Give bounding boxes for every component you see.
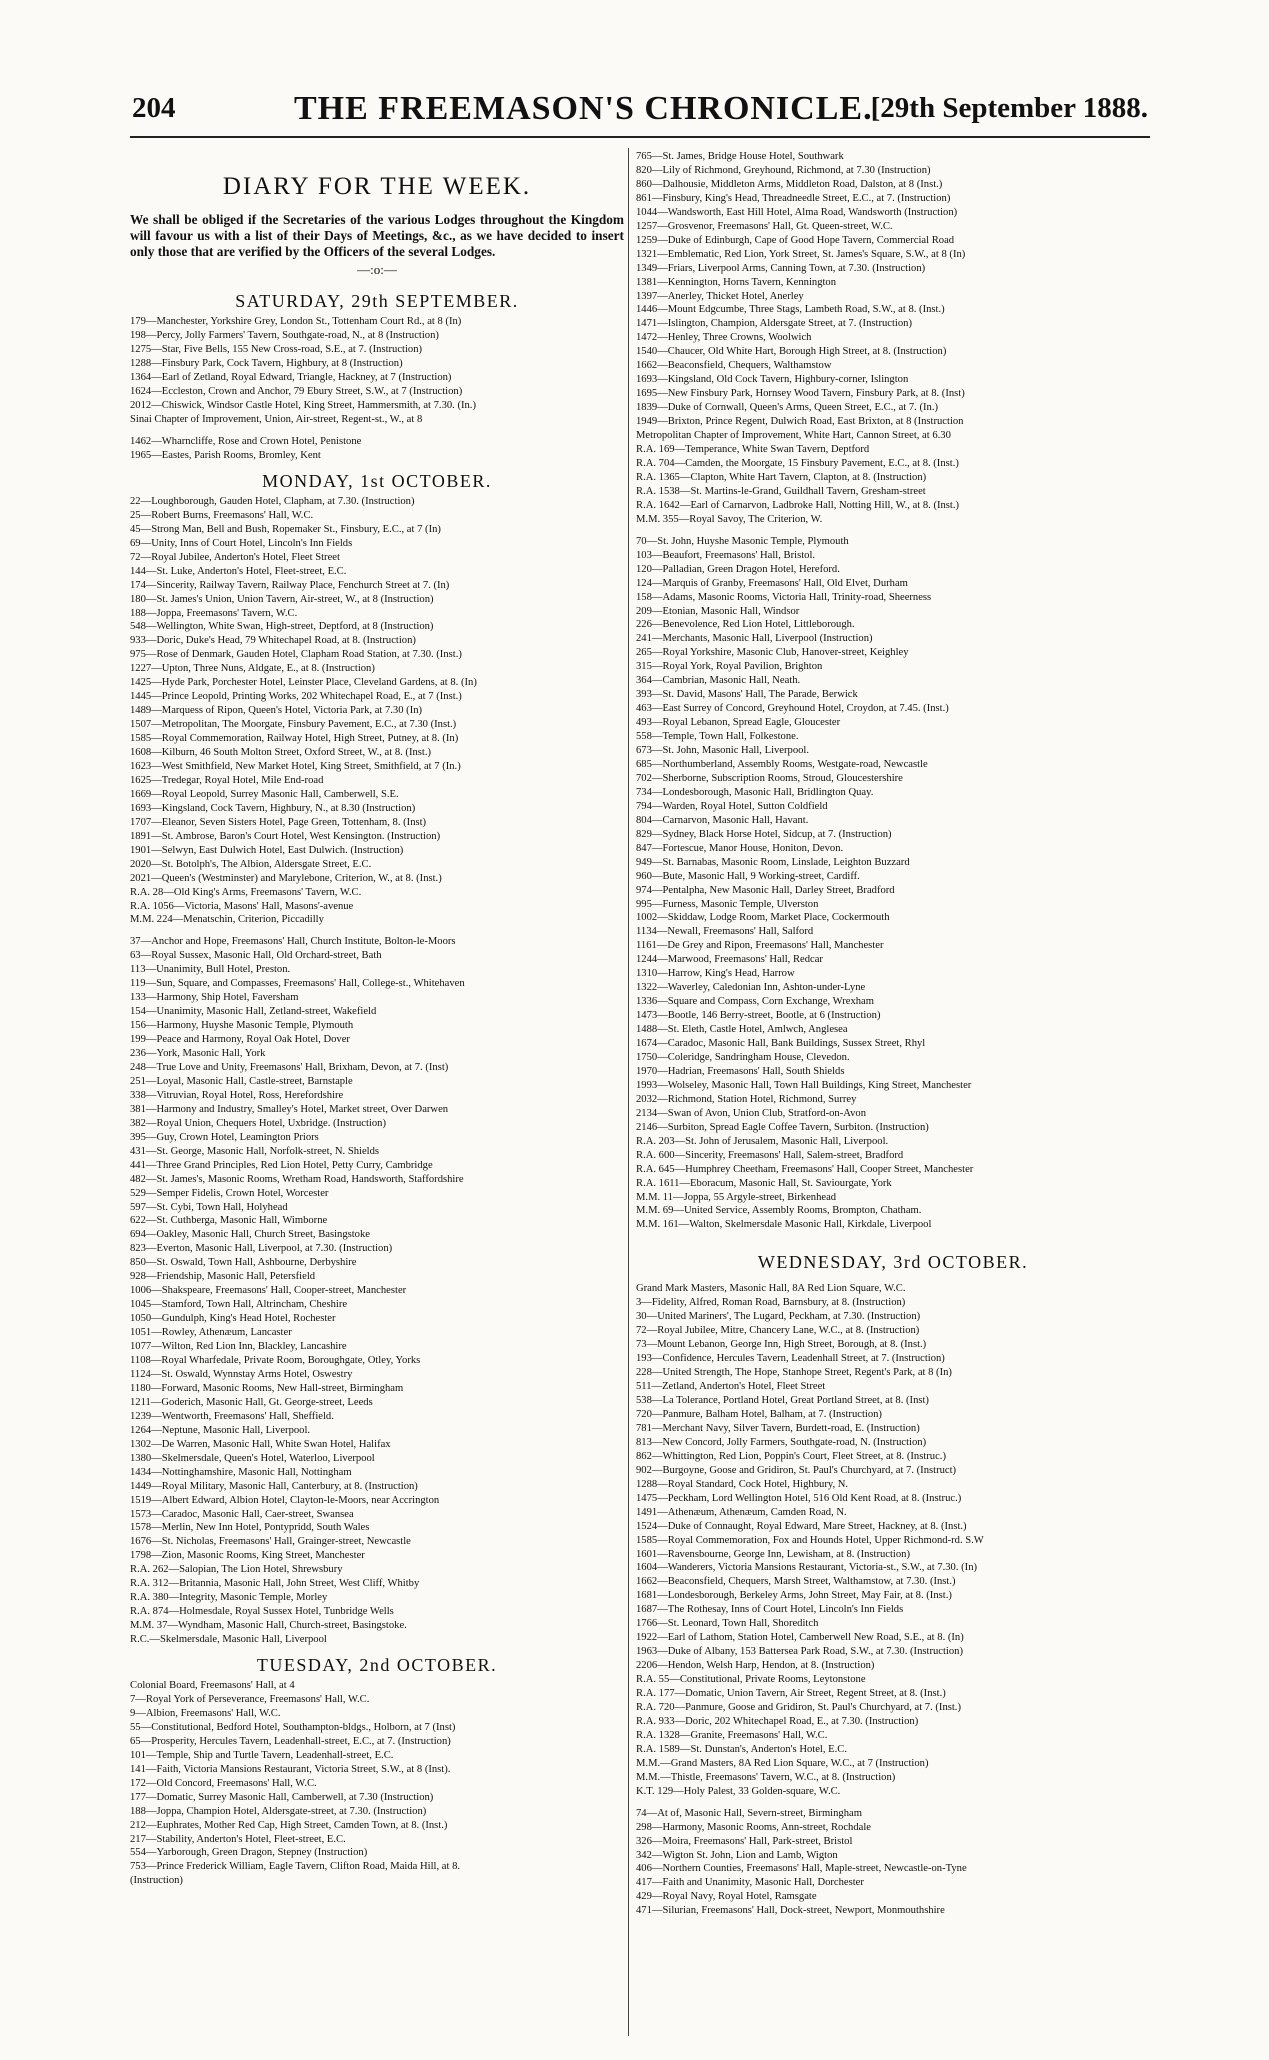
- diary-entry: 928—Friendship, Masonic Hall, Petersfield: [130, 1271, 316, 1283]
- diary-entry: R.A. 1328—Granite, Freemasons' Hall, W.C.: [636, 1729, 828, 1741]
- diary-entry: 1227—Upton, Three Nuns, Aldgate, E., at 8. (Instruction): [130, 663, 375, 675]
- diary-entry: 1349—Friars, Liverpool Arms, Canning Town, at 7.30. (Instruction): [636, 262, 926, 274]
- diary-entry: 193—Confidence, Hercules Tavern, Leadenhall Street, at 7. (Instruction): [636, 1353, 945, 1365]
- diary-entry: 850—St. Oswald, Town Hall, Ashbourne, Derbyshire: [130, 1257, 357, 1269]
- diary-entry: 65—Prosperity, Hercules Tavern, Leadenhall-street, E.C., at 7. (Instruction): [130, 1735, 451, 1747]
- diary-entry: 72—Royal Jubilee, Mitre, Chancery Lane, W.C., at 8. (Instruction): [636, 1325, 920, 1337]
- diary-entry: K.T. 129—Holy Palest, 33 Golden-square, W.C.: [636, 1785, 841, 1797]
- diary-entry: 74—At of, Masonic Hall, Severn-street, Birmingham: [636, 1807, 862, 1819]
- diary-entry: 1676—St. Nicholas, Freemasons' Hall, Grainger-street, Newcastle: [130, 1536, 411, 1548]
- diary-entry: M.M.—Thistle, Freemasons' Tavern, W.C., at 8. (Instruction): [636, 1771, 896, 1783]
- diary-entry: 326—Moira, Freemasons' Hall, Park-street, Bristol: [636, 1835, 853, 1847]
- right-column: [636, 150, 1150, 1918]
- diary-entry: 251—Loyal, Masonic Hall, Castle-street, Barnstaple: [130, 1075, 353, 1087]
- diary-entry: 765—St. James, Bridge House Hotel, Southwark: [636, 151, 844, 162]
- diary-entry: 538—La Tolerance, Portland Hotel, Great Portland Street, at 8. (Inst): [636, 1395, 929, 1407]
- diary-entry: 209—Etonian, Masonic Hall, Windsor: [636, 605, 800, 617]
- diary-entry: 381—Harmony and Industry, Smalley's Hotel, Market street, Over Darwen: [130, 1103, 449, 1115]
- diary-entry: 1693—Kingsland, Old Cock Tavern, Highbury-corner, Islington: [636, 374, 909, 386]
- diary-entry: 753—Prince Frederick William, Eagle Tavern, Clifton Road, Maida Hill, at 8.: [130, 1861, 461, 1873]
- diary-entry: 431—St. George, Masonic Hall, Norfolk-street, N. Shields: [130, 1145, 380, 1157]
- diary-entry: 1134—Newall, Freemasons' Hall, Salford: [636, 926, 814, 938]
- diary-entry: 119—Sun, Square, and Compasses, Freemasons' Hall, College-st., Whitehaven: [130, 978, 465, 990]
- diary-entry: 198—Percy, Jolly Farmers' Tavern, Southgate-road, N., at 8 (Instruction): [130, 330, 439, 342]
- diary-entry: 861—Finsbury, King's Head, Threadneedle Street, E.C., at 7. (Instruction): [636, 192, 951, 204]
- diary-entry: 1625—Tredegar, Royal Hotel, Mile End-road: [130, 774, 324, 786]
- diary-entry: 382—Royal Union, Chequers Hotel, Uxbridge. (Instruction): [130, 1117, 386, 1129]
- diary-entry: R.A. 1538—St. Martins-le-Grand, Guildhall Tavern, Gresham-street: [636, 485, 926, 497]
- diary-entry: 1922—Earl of Lathom, Station Hotel, Camberwell New Road, S.E., at 8. (In): [636, 1632, 964, 1644]
- diary-entry: 1381—Kennington, Horns Tavern, Kennington: [636, 276, 837, 288]
- diary-entry: 1445—Prince Leopold, Printing Works, 202 Whitechapel Road, E., at 7 (Inst.): [130, 691, 462, 703]
- diary-entry: 622—St. Cuthberga, Masonic Hall, Wimborne: [130, 1215, 328, 1227]
- diary-entry: 1798—Zion, Masonic Rooms, King Street, Manchester: [130, 1550, 365, 1562]
- diary-entry: 393—St. David, Masons' Hall, The Parade, Berwick: [636, 689, 858, 701]
- diary-entry: 554—Yarborough, Green Dragon, Stepney (Instruction): [130, 1847, 368, 1859]
- diary-entry: 1901—Selwyn, East Dulwich Hotel, East Dulwich. (Instruction): [130, 844, 404, 856]
- diary-entry: 236—York, Masonic Hall, York: [130, 1048, 266, 1060]
- diary-entry: 949—St. Barnabas, Masonic Room, Linslade, Leighton Buzzard: [636, 856, 910, 868]
- diary-entry: 1180—Forward, Masonic Rooms, New Hall-street, Birmingham: [130, 1382, 404, 1394]
- diary-entry: R.A. 169—Temperance, White Swan Tavern, Deptford: [636, 444, 870, 456]
- diary-entry: 1472—Henley, Three Crowns, Woolwich: [636, 332, 812, 344]
- diary-entry: 70—St. John, Huyshe Masonic Temple, Plymouth: [636, 535, 849, 547]
- diary-entry: R.A. 380—Integrity, Masonic Temple, Morley: [130, 1592, 328, 1604]
- diary-entry: 1624—Eccleston, Crown and Anchor, 79 Ebury Street, S.W., at 7 (Instruction): [130, 386, 463, 398]
- diary-entry: 158—Adams, Masonic Rooms, Victoria Hall, Trinity-road, Sheerness: [636, 591, 932, 603]
- diary-entry: 1604—Wanderers, Victoria Mansions Restaurant, Victoria-st., S.W., at 7.30. (In): [636, 1562, 978, 1574]
- diary-entry: 1051—Rowley, Athenæum, Lancaster: [130, 1327, 292, 1339]
- diary-entry: 1302—De Warren, Masonic Hall, White Swan Hotel, Halifax: [130, 1438, 391, 1450]
- diary-entry: 482—St. James's, Masonic Rooms, Wretham Road, Handsworth, Staffordshire: [130, 1173, 464, 1185]
- diary-entry: 1662—Beaconsfield, Chequers, Marsh Street, Walthamstow, at 7.30. (Inst.): [636, 1576, 956, 1588]
- diary-entry: 1002—Skiddaw, Lodge Room, Market Place, Cockermouth: [636, 912, 890, 924]
- header-rule: [130, 136, 1150, 138]
- diary-entry: 199—Peace and Harmony, Royal Oak Hotel, Dover: [130, 1034, 350, 1046]
- diary-entry: 2134—Swan of Avon, Union Club, Stratford-on-Avon: [636, 1107, 867, 1119]
- diary-entry: 180—St. James's Union, Union Tavern, Air-street, W., at 8 (Instruction): [130, 593, 434, 605]
- diary-entry: M.M. 355—Royal Savoy, The Criterion, W.: [636, 513, 823, 525]
- diary-entry: 120—Palladian, Green Dragon Hotel, Hereford.: [636, 563, 840, 575]
- diary-entry: 2012—Chiswick, Windsor Castle Hotel, King Street, Hammersmith, at 7.30. (In.): [130, 400, 476, 412]
- diary-entry: 2021—Queen's (Westminster) and Marylebone, Criterion, W., at 8. (Inst.): [130, 872, 442, 884]
- diary-entry: 2020—St. Botolph's, The Albion, Aldersgate Street, E.C.: [130, 858, 372, 870]
- diary-entry: 338—Vitruvian, Royal Hotel, Ross, Herefordshire: [130, 1089, 344, 1101]
- diary-entry: 720—Panmure, Balham Hotel, Balham, at 7. (Instruction): [636, 1408, 882, 1420]
- diary-entry: 860—Dalhousie, Middleton Arms, Middleton Road, Dalston, at 8 (Inst.): [636, 178, 943, 190]
- diary-entry: Grand Mark Masters, Masonic Hall, 8A Red Lion Square, W.C.: [636, 1283, 906, 1295]
- diary-entry: 813—New Concord, Jolly Farmers, Southgate-road, N. (Instruction): [636, 1436, 927, 1448]
- diary-entry: 144—St. Luke, Anderton's Hotel, Fleet-street, E.C.: [130, 565, 347, 577]
- diary-entry: 1963—Duke of Albany, 153 Battersea Park Road, S.W., at 7.30. (Instruction): [636, 1646, 963, 1658]
- diary-entry: 1519—Albert Edward, Albion Hotel, Clayton-le-Moors, near Accrington: [130, 1494, 440, 1506]
- diary-entry: 1161—De Grey and Ripon, Freemasons' Hall, Manchester: [636, 940, 884, 952]
- diary-entry: 174—Sincerity, Railway Tavern, Railway Place, Fenchurch Street at 7. (In): [130, 579, 450, 591]
- diary-entry: R.A. 1056—Victoria, Masons' Hall, Masons'-avenue: [130, 900, 354, 912]
- column-divider: [628, 148, 629, 2036]
- diary-entry: 823—Everton, Masonic Hall, Liverpool, at 7.30. (Instruction): [130, 1243, 393, 1255]
- diary-entry: 315—Royal York, Royal Pavilion, Brighton: [636, 661, 823, 673]
- diary-entry: 1488—St. Eleth, Castle Hotel, Amlwch, Anglesea: [636, 1024, 848, 1036]
- diary-entry: 673—St. John, Masonic Hall, Liverpool.: [636, 745, 810, 757]
- diary-entry: 2032—Richmond, Station Hotel, Richmond, Surrey: [636, 1093, 857, 1105]
- diary-entry: 73—Mount Lebanon, George Inn, High Street, Borough, at 8. (Inst.): [636, 1339, 927, 1351]
- diary-entry: 1288—Finsbury Park, Cock Tavern, Highbury, at 8 (Instruction): [130, 358, 403, 370]
- diary-entry: M.M. 224—Menatschin, Criterion, Piccadilly: [130, 914, 324, 926]
- diary-entry: 1288—Royal Standard, Cock Hotel, Highbury, N.: [636, 1478, 849, 1490]
- diary-entry: 228—United Strength, The Hope, Stanhope Street, Regent's Park, at 8 (In): [636, 1367, 952, 1379]
- diary-entry: 265—Royal Yorkshire, Masonic Club, Hanover-street, Keighley: [636, 647, 909, 659]
- diary-entry: 3—Fidelity, Alfred, Roman Road, Barnsbury, at 8. (Instruction): [636, 1297, 906, 1309]
- diary-entry: 212—Euphrates, Mother Red Cap, High Street, Camden Town, at 8. (Inst.): [130, 1819, 448, 1831]
- diary-entry: 1336—Square and Compass, Corn Exchange, Wrexham: [636, 996, 874, 1008]
- diary-entry: 529—Semper Fidelis, Crown Hotel, Worcester: [130, 1187, 329, 1199]
- diary-entry: 1475—Peckham, Lord Wellington Hotel, 516 Old Kent Road, at 8. (Instruc.): [636, 1492, 962, 1504]
- diary-entry: 1434—Nottinghamshire, Masonic Hall, Nottingham: [130, 1466, 352, 1478]
- diary-entry: 1044—Wandsworth, East Hill Hotel, Alma Road, Wandsworth (Instruction): [636, 206, 958, 218]
- day-heading-tuesday: TUESDAY, 2nd OCTOBER.: [256, 1655, 498, 1676]
- diary-entry: R.A. 720—Panmure, Goose and Gridiron, St. Paul's Churchyard, at 7. (Inst.): [636, 1701, 961, 1713]
- ornament-divider: —:o:—: [357, 262, 397, 278]
- diary-entry: 1006—Shakspeare, Freemasons' Hall, Cooper-street, Manchester: [130, 1285, 407, 1297]
- diary-entry: 364—Cambrian, Masonic Hall, Neath.: [636, 675, 801, 687]
- diary-entry: 794—Warden, Royal Hotel, Sutton Coldfield: [636, 800, 828, 812]
- wednesday-list: [636, 1282, 1150, 1798]
- diary-entry: 933—Doric, Duke's Head, 79 Whitechapel Road, at 8. (Instruction): [130, 635, 416, 647]
- diary-entry: M.M. 37—Wyndham, Masonic Hall, Church-street, Basingstoke.: [130, 1620, 407, 1632]
- paper-title: THE FREEMASON'S CHRONICLE.: [294, 90, 873, 127]
- diary-entry: R.A. 203—St. John of Jerusalem, Masonic Hall, Liverpool.: [636, 1135, 889, 1147]
- diary-entry: 1239—Wentworth, Freemasons' Hall, Sheffield.: [130, 1410, 334, 1422]
- diary-entry: M.M. 11—Joppa, 55 Argyle-street, Birkenhead: [636, 1191, 837, 1203]
- diary-entry: 1322—Waverley, Caledonian Inn, Ashton-under-Lyne: [636, 982, 866, 994]
- tuesday-list-continued: [636, 150, 1150, 527]
- day-heading-wednesday: WEDNESDAY, 3rd OCTOBER.: [757, 1252, 1029, 1273]
- diary-entry: 1264—Neptune, Masonic Hall, Liverpool.: [130, 1424, 311, 1436]
- diary-entry: 1662—Beaconsfield, Chequers, Walthamstow: [636, 360, 832, 372]
- diary-entry: 1601—Ravensbourne, George Inn, Lewisham, at 8. (Instruction): [636, 1548, 910, 1560]
- diary-entry: 1687—The Rothesay, Inns of Court Hotel, Lincoln's Inn Fields: [636, 1604, 904, 1616]
- diary-entry: R.A. 1642—Earl of Carnarvon, Ladbroke Hall, Notting Hill, W., at 8. (Inst.): [636, 499, 960, 511]
- diary-entry: R.A. 262—Salopian, The Lion Hotel, Shrewsbury: [130, 1564, 343, 1576]
- diary-entry: 429—Royal Navy, Royal Hotel, Ramsgate: [636, 1891, 817, 1903]
- diary-entry: 1965—Eastes, Parish Rooms, Bromley, Kent: [130, 449, 321, 461]
- diary-entry: 1707—Eleanor, Seven Sisters Hotel, Page Green, Tottenham, 8. (Inst): [130, 816, 427, 828]
- diary-entry: 960—Bute, Masonic Hall, 9 Working-street, Cardiff.: [636, 870, 860, 882]
- diary-entry: 734—Londesborough, Masonic Hall, Bridlington Quay.: [636, 786, 874, 798]
- diary-entry: M.M. 161—Walton, Skelmersdale Masonic Hall, Kirkdale, Liverpool: [636, 1219, 932, 1231]
- diary-entry: 63—Royal Sussex, Masonic Hall, Old Orchard-street, Bath: [130, 950, 382, 962]
- diary-entry: 1839—Duke of Cornwall, Queen's Arms, Queen Street, E.C., at 7. (In.): [636, 402, 939, 414]
- diary-entry: 179—Manchester, Yorkshire Grey, London St., Tottenham Court Rd., at 8 (In): [130, 316, 462, 328]
- diary-entry: 1891—St. Ambrose, Baron's Court Hotel, West Kensington. (Instruction): [130, 830, 441, 842]
- monday-country-list: [130, 935, 624, 1647]
- diary-entry: 1949—Brixton, Prince Regent, Dulwich Road, East Brixton, at 8 (Instruction: [636, 416, 964, 428]
- diary-entry: 406—Northern Counties, Freemasons' Hall, Maple-street, Newcastle-on-Tyne: [636, 1863, 967, 1875]
- left-column: [130, 150, 624, 1888]
- diary-entry: Colonial Board, Freemasons' Hall, at 4: [130, 1680, 295, 1692]
- diary-entry: 781—Merchant Navy, Silver Tavern, Burdett-road, E. (Instruction): [636, 1422, 920, 1434]
- tuesday-list: [130, 1679, 624, 1888]
- diary-entry: 1507—Metropolitan, The Moorgate, Finsbury Pavement, E.C., at 7.30 (Inst.): [130, 719, 457, 731]
- diary-entry: 804—Carnarvon, Masonic Hall, Havant.: [636, 814, 809, 826]
- diary-entry: 1077—Wilton, Red Lion Inn, Blackley, Lancashire: [130, 1341, 347, 1353]
- diary-entry: 1211—Goderich, Masonic Hall, Gt. George-street, Leeds: [130, 1396, 373, 1408]
- diary-entry: 9—Albion, Freemasons' Hall, W.C.: [130, 1707, 281, 1719]
- diary-entry: 2146—Surbiton, Spread Eagle Coffee Tavern, Surbiton. (Instruction): [636, 1121, 929, 1133]
- diary-title: DIARY FOR THE WEEK.: [222, 173, 532, 200]
- monday-list: [130, 495, 624, 928]
- diary-entry: R.A. 933—Doric, 202 Whitechapel Road, E., at 7.30. (Instruction): [636, 1715, 919, 1727]
- diary-entry: R.A. 1365—Clapton, White Hart Tavern, Clapton, at 8. (Instruction): [636, 471, 927, 483]
- diary-entry: 1623—West Smithfield, New Market Hotel, King Street, Smithfield, at 7 (In.): [130, 760, 461, 772]
- diary-entry: 441—Three Grand Principles, Red Lion Hotel, Petty Curry, Cambridge: [130, 1159, 433, 1171]
- diary-entry: 1275—Star, Five Bells, 155 New Cross-road, S.E., at 7. (Instruction): [130, 344, 423, 356]
- diary-entry: 1585—Royal Commemoration, Railway Hotel, High Street, Putney, at 8. (In): [130, 733, 459, 745]
- diary-entry: 597—St. Cybi, Town Hall, Holyhead: [130, 1201, 288, 1213]
- diary-entry: 548—Wellington, White Swan, High-street, Deptford, at 8 (Instruction): [130, 621, 434, 633]
- diary-entry: 2206—Hendon, Welsh Harp, Hendon, at 8. (Instruction): [636, 1660, 875, 1672]
- diary-entry: 1425—Hyde Park, Porchester Hotel, Leinster Place, Cleveland Gardens, at 8. (In): [130, 677, 477, 689]
- diary-entry: R.A. 312—Britannia, Masonic Hall, John Street, West Cliff, Whitby: [130, 1578, 420, 1590]
- diary-entry: 829—Sydney, Black Horse Hotel, Sidcup, at 7. (Instruction): [636, 828, 892, 840]
- diary-entry: 25—Robert Burns, Freemasons' Hall, W.C.: [130, 509, 314, 521]
- diary-entry: 1108—Royal Wharfedale, Private Room, Boroughgate, Otley, Yorks: [130, 1355, 421, 1367]
- diary-entry: 101—Temple, Ship and Turtle Tavern, Leadenhall-street, E.C.: [130, 1749, 394, 1761]
- diary-entry: 1449—Royal Military, Masonic Hall, Canterbury, at 8. (Instruction): [130, 1480, 418, 1492]
- diary-entry: 177—Domatic, Surrey Masonic Hall, Camberwell, at 7.30 (Instruction): [130, 1791, 434, 1803]
- diary-entry: 395—Guy, Crown Hotel, Leamington Priors: [130, 1131, 319, 1143]
- diary-entry: 558—Temple, Town Hall, Folkestone.: [636, 731, 799, 743]
- diary-entry: Metropolitan Chapter of Improvement, White Hart, Cannon Street, at 6.30: [636, 430, 951, 442]
- diary-entry: 37—Anchor and Hope, Freemasons' Hall, Church Institute, Bolton-le-Moors: [130, 936, 456, 948]
- page-number: 204: [132, 92, 176, 124]
- diary-entry: 1462—Wharncliffe, Rose and Crown Hotel, Penistone: [130, 435, 362, 447]
- diary-entry: R.A. 1611—Eboracum, Masonic Hall, St. Saviourgate, York: [636, 1177, 892, 1189]
- diary-entry: R.A. 645—Humphrey Cheetham, Freemasons' Hall, Cooper Street, Manchester: [636, 1163, 974, 1175]
- diary-entry: 511—Zetland, Anderton's Hotel, Fleet Street: [636, 1381, 826, 1393]
- diary-entry: 1993—Wolseley, Masonic Hall, Town Hall Buildings, King Street, Manchester: [636, 1079, 972, 1091]
- diary-entry: 1750—Coleridge, Sandringham House, Clevedon.: [636, 1052, 850, 1063]
- diary-entry: 55—Constitutional, Bedford Hotel, Southampton-bldgs., Holborn, at 7 (Inst): [130, 1721, 456, 1733]
- diary-entry: 493—Royal Lebanon, Spread Eagle, Gloucester: [636, 717, 841, 729]
- diary-entry: 862—Whittington, Red Lion, Poppin's Court, Fleet Street, at 8. (Instruc.): [636, 1450, 946, 1462]
- diary-entry: 1573—Caradoc, Masonic Hall, Caer-street, Swansea: [130, 1508, 354, 1520]
- diary-entry: R.A. 55—Constitutional, Private Rooms, Leytonstone: [636, 1674, 866, 1686]
- masthead: [132, 92, 1148, 132]
- tuesday-country-list: [636, 535, 1150, 1233]
- saturday-list: [130, 315, 624, 427]
- diary-entry: 1693—Kingsland, Cock Tavern, Highbury, N., at 8.30 (Instruction): [130, 802, 416, 814]
- diary-entry: 685—Northumberland, Assembly Rooms, Westgate-road, Newcastle: [636, 758, 928, 770]
- diary-entry: 217—Stability, Anderton's Hotel, Fleet-street, E.C.: [130, 1833, 346, 1845]
- diary-entry: 248—True Love and Unity, Freemasons' Hall, Brixham, Devon, at 7. (Inst): [130, 1062, 449, 1073]
- diary-entry: 463—East Surrey of Concord, Greyhound Hotel, Croydon, at 7.45. (Inst.): [636, 703, 949, 715]
- diary-entry: 154—Unanimity, Masonic Hall, Zetland-street, Wakefield: [130, 1006, 377, 1018]
- diary-entry: 45—Strong Man, Bell and Bush, Ropemaker St., Finsbury, E.C., at 7 (In): [130, 523, 441, 535]
- diary-entry: 702—Sherborne, Subscription Rooms, Stroud, Gloucestershire: [636, 772, 903, 784]
- diary-entry: 1970—Hadrian, Freemasons' Hall, South Shields: [636, 1065, 845, 1077]
- diary-entry: 342—Wigton St. John, Lion and Lamb, Wigton: [636, 1849, 838, 1861]
- diary-entry: 820—Lily of Richmond, Greyhound, Richmond, at 7.30 (Instruction): [636, 164, 931, 176]
- diary-entry: 1045—Stamford, Town Hall, Altrincham, Cheshire: [130, 1299, 348, 1311]
- diary-entry: 1608—Kilburn, 46 South Molton Street, Oxford Street, W., at 8. (Inst.): [130, 747, 432, 759]
- saturday-country-list: [130, 435, 624, 463]
- diary-entry: 1124—St. Oswald, Wynnstay Arms Hotel, Oswestry: [130, 1368, 353, 1380]
- diary-entry: 1473—Bootle, 146 Berry-street, Bootle, at 6 (Instruction): [636, 1010, 881, 1022]
- diary-entry: R.A. 1589—St. Dunstan's, Anderton's Hotel, E.C.: [636, 1743, 847, 1755]
- diary-entry: 1669—Royal Leopold, Surrey Masonic Hall, Camberwell, S.E.: [130, 788, 399, 800]
- diary-entry: R.A. 28—Old King's Arms, Freemasons' Tavern, W.C.: [130, 886, 362, 898]
- diary-entry: (Instruction): [130, 1875, 183, 1887]
- diary-entry: R.A. 704—Camden, the Moorgate, 15 Finsbury Pavement, E.C., at 8. (Inst.): [636, 457, 959, 469]
- diary-entry: 471—Silurian, Freemasons' Hall, Dock-street, Newport, Monmouthshire: [636, 1905, 945, 1917]
- diary-entry: 69—Unity, Inns of Court Hotel, Lincoln's Inn Fields: [130, 537, 353, 549]
- diary-entry: M.M. 69—United Service, Assembly Rooms, Brompton, Chatham.: [636, 1205, 922, 1217]
- diary-entry: 72—Royal Jubilee, Anderton's Hotel, Fleet Street: [130, 551, 340, 563]
- diary-entry: 1244—Marwood, Freemasons' Hall, Redcar: [636, 954, 823, 966]
- diary-entry: 1524—Duke of Connaught, Royal Edward, Mare Street, Hackney, at 8. (Inst.): [636, 1520, 967, 1532]
- diary-entry: R.A. 177—Domatic, Union Tavern, Air Street, Regent Street, at 8. (Inst.): [636, 1688, 946, 1700]
- diary-entry: 1259—Duke of Edinburgh, Cape of Good Hope Tavern, Commercial Road: [636, 234, 955, 246]
- diary-entry: 1310—Harrow, King's Head, Harrow: [636, 968, 795, 980]
- diary-entry: Sinai Chapter of Improvement, Union, Air-street, Regent-st., W., at 8: [130, 414, 423, 426]
- diary-entry: 141—Faith, Victoria Mansions Restaurant, Victoria Street, S.W., at 8 (Inst).: [130, 1763, 451, 1775]
- diary-entry: 1321—Emblematic, Red Lion, York Street, St. James's Square, S.W., at 8 (In): [636, 248, 966, 260]
- diary-entry: R.A. 874—Holmesdale, Royal Sussex Hotel, Tunbridge Wells: [130, 1606, 394, 1618]
- diary-entry: 975—Rose of Denmark, Gauden Hotel, Clapham Road Station, at 7.30. (Inst.): [130, 649, 462, 661]
- diary-entry: 1695—New Finsbury Park, Hornsey Wood Tavern, Finsbury Park, at 8. (Inst): [636, 388, 965, 400]
- diary-entry: 188—Joppa, Champion Hotel, Aldersgate-street, at 7.30. (Instruction): [130, 1805, 427, 1817]
- diary-entry: 1364—Earl of Zetland, Royal Edward, Triangle, Hackney, at 7 (Instruction): [130, 372, 452, 384]
- diary-entry: 694—Oakley, Masonic Hall, Church Street, Basingstoke: [130, 1229, 370, 1241]
- diary-entry: 974—Pentalpha, New Masonic Hall, Darley Street, Bradford: [636, 884, 895, 896]
- issue-date: [29th September 1888.: [870, 92, 1148, 124]
- diary-intro: We shall be obliged if the Secretaries of the various Lodges throughout the Kingdom will favour us with a list of their Days of Meetings, &c., as we have decided to insert only those that are verified by the Officers of the several Lodges.: [130, 212, 624, 259]
- diary-entry: M.M.—Grand Masters, 8A Red Lion Square, W.C., at 7 (Instruction): [636, 1757, 929, 1769]
- diary-entry: 30—United Mariners', The Lugard, Peckham, at 7.30. (Instruction): [636, 1311, 921, 1323]
- diary-entry: 1540—Chaucer, Old White Hart, Borough High Street, at 8. (Instruction): [636, 346, 947, 358]
- diary-entry: 1585—Royal Commemoration, Fox and Hounds Hotel, Upper Richmond-rd. S.W: [636, 1534, 984, 1546]
- diary-entry: 7—Royal York of Perseverance, Freemasons' Hall, W.C.: [130, 1693, 370, 1705]
- diary-entry: 1471—Islington, Champion, Aldersgate Street, at 7. (Instruction): [636, 318, 912, 330]
- diary-entry: 1489—Marquess of Ripon, Queen's Hotel, Victoria Park, at 7.30 (In): [130, 705, 423, 717]
- diary-entry: 22—Loughborough, Gauden Hotel, Clapham, at 7.30. (Instruction): [130, 495, 415, 507]
- diary-entry: 1050—Gundulph, King's Head Hotel, Rochester: [130, 1313, 336, 1325]
- diary-entry: 113—Unanimity, Bull Hotel, Preston.: [130, 964, 291, 976]
- diary-entry: 124—Marquis of Granby, Freemasons' Hall, Old Elvet, Durham: [636, 577, 908, 589]
- diary-entry: 133—Harmony, Ship Hotel, Faversham: [130, 992, 299, 1004]
- day-heading-saturday: SATURDAY, 29th SEPTEMBER.: [235, 291, 519, 312]
- diary-entry: 902—Burgoyne, Goose and Gridiron, St. Paul's Churchyard, at 7. (Instruct): [636, 1464, 957, 1476]
- diary-entry: 1674—Caradoc, Masonic Hall, Bank Buildings, Sussex Street, Rhyl: [636, 1038, 926, 1050]
- diary-entry: 1380—Skelmersdale, Queen's Hotel, Waterloo, Liverpool: [130, 1452, 375, 1464]
- diary-entry: 156—Harmony, Huyshe Masonic Temple, Plymouth: [130, 1020, 354, 1032]
- diary-entry: 298—Harmony, Masonic Rooms, Ann-street, Rochdale: [636, 1821, 871, 1833]
- diary-entry: 172—Old Concord, Freemasons' Hall, W.C.: [130, 1777, 317, 1789]
- day-heading-monday: MONDAY, 1st OCTOBER.: [262, 470, 492, 491]
- diary-entry: 103—Beaufort, Freemasons' Hall, Bristol.: [636, 549, 816, 561]
- diary-entry: 1257—Grosvenor, Freemasons' Hall, Gt. Queen-street, W.C.: [636, 220, 893, 232]
- diary-entry: R.C.—Skelmersdale, Masonic Hall, Liverpool: [130, 1634, 327, 1646]
- diary-entry: 241—Merchants, Masonic Hall, Liverpool (Instruction): [636, 633, 873, 645]
- diary-entry: R.A. 600—Sincerity, Freemasons' Hall, Salem-street, Bradford: [636, 1149, 904, 1161]
- diary-entry: 188—Joppa, Freemasons' Tavern, W.C.: [130, 607, 298, 619]
- diary-entry: 847—Fortescue, Manor House, Honiton, Devon.: [636, 842, 844, 854]
- diary-entry: 226—Benevolence, Red Lion Hotel, Littleborough.: [636, 619, 855, 631]
- diary-entry: 1578—Merlin, New Inn Hotel, Pontypridd, South Wales: [130, 1522, 370, 1534]
- diary-entry: 995—Furness, Masonic Temple, Ulverston: [636, 898, 819, 910]
- diary-entry: 1681—Londesborough, Berkeley Arms, John Street, May Fair, at 8. (Inst.): [636, 1590, 952, 1602]
- diary-entry: 1397—Anerley, Thicket Hotel, Anerley: [636, 290, 804, 302]
- diary-entry: 1446—Mount Edgcumbe, Three Stags, Lambeth Road, S.W., at 8. (Inst.): [636, 304, 945, 316]
- diary-entry: 1766—St. Leonard, Town Hall, Shoreditch: [636, 1618, 819, 1630]
- diary-entry: 1491—Athenæum, Athenæum, Camden Road, N.: [636, 1506, 847, 1518]
- diary-entry: 417—Faith and Unanimity, Masonic Hall, Dorchester: [636, 1877, 864, 1889]
- wednesday-country-list: [636, 1807, 1150, 1919]
